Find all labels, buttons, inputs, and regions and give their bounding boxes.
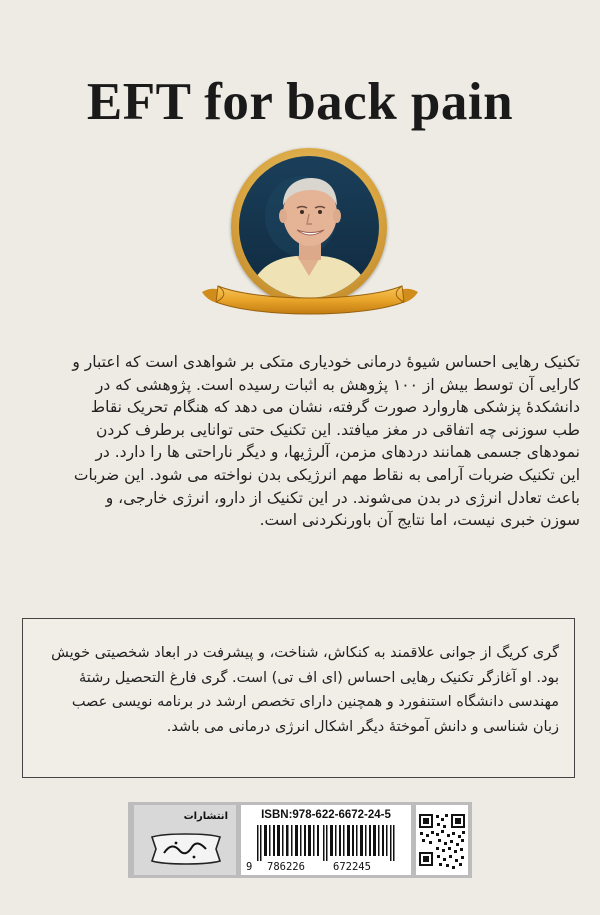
publisher-logo-icon	[146, 829, 226, 869]
description-line: سوزن خبری نیست، اما نتایج آن باورنکردنی است.	[259, 511, 580, 530]
barcode-digit-group: 672245	[333, 861, 371, 873]
description-line: دانشکدهٔ پزشکی هاروارد صورت گرفته، نشان می دهد که هنگام تحریک نقاط	[90, 398, 580, 417]
barcode-bars	[249, 825, 403, 861]
isbn-text: ISBN:978-622-6672-24-5	[261, 809, 391, 821]
publisher-box	[134, 805, 236, 875]
author-bio	[37, 641, 559, 739]
author-bio-box	[22, 618, 575, 778]
publisher-label: انتشارات	[183, 811, 228, 822]
description-line: نمودهای جسمی همانند دردهای مزمن، آلرژیها، و دیگر ناراحتی ها را دارد. در	[95, 443, 580, 462]
barcode-band	[128, 802, 472, 878]
bio-line: گری کریگ از جوانی علاقمند به کنکاش، شناخت، و پیشرفت در ابعاد شخصیتی خویش	[51, 645, 559, 661]
qr-code	[416, 805, 468, 875]
barcode	[241, 805, 411, 875]
bio-line: بود. او آغازگر تکنیک رهایی احساس (ای اف تی) است. گری فارغ التحصیل رشتهٔ	[78, 669, 559, 686]
banner-ribbon	[198, 262, 422, 322]
barcode-digit-group: 786226	[267, 861, 305, 873]
book-description	[20, 351, 580, 532]
book-title: EFT for back pain	[86, 73, 514, 131]
description-line: تکنیک رهایی احساس شیوهٔ درمانی خودیاری متکی بر شواهدی است که اعتبار و	[72, 353, 580, 371]
barcode-digit-lead: 9	[246, 861, 253, 873]
bio-line: مهندسی دانشگاه استنفورد و همچنین دارای تخصص ارشد در برنامه نویسی عصب	[71, 694, 559, 710]
description-line: طب سوزنی چه اتفاقی در مغز میافتد. این تکنیک حتی توانایی برطرف کردن	[95, 420, 580, 439]
description-line: کارایی آن توسط بیش از ۱۰۰ پژوهش به اثبات رسیده است. پژوهشی که در	[95, 375, 580, 394]
description-line: این تکنیک ضربات آرامی به نقاط مهم انرژیکی بدن نواخته می شود. این ضربات	[73, 465, 580, 484]
bio-line: زبان شناسی و دانش آموختهٔ دیگر اشکال انرژی درمانی می باشد.	[166, 718, 559, 735]
description-line: باعث تعادل انرژی در بدن می‌شوند. در این تکنیک از دارو، انرژی خارجی، و	[105, 488, 580, 507]
